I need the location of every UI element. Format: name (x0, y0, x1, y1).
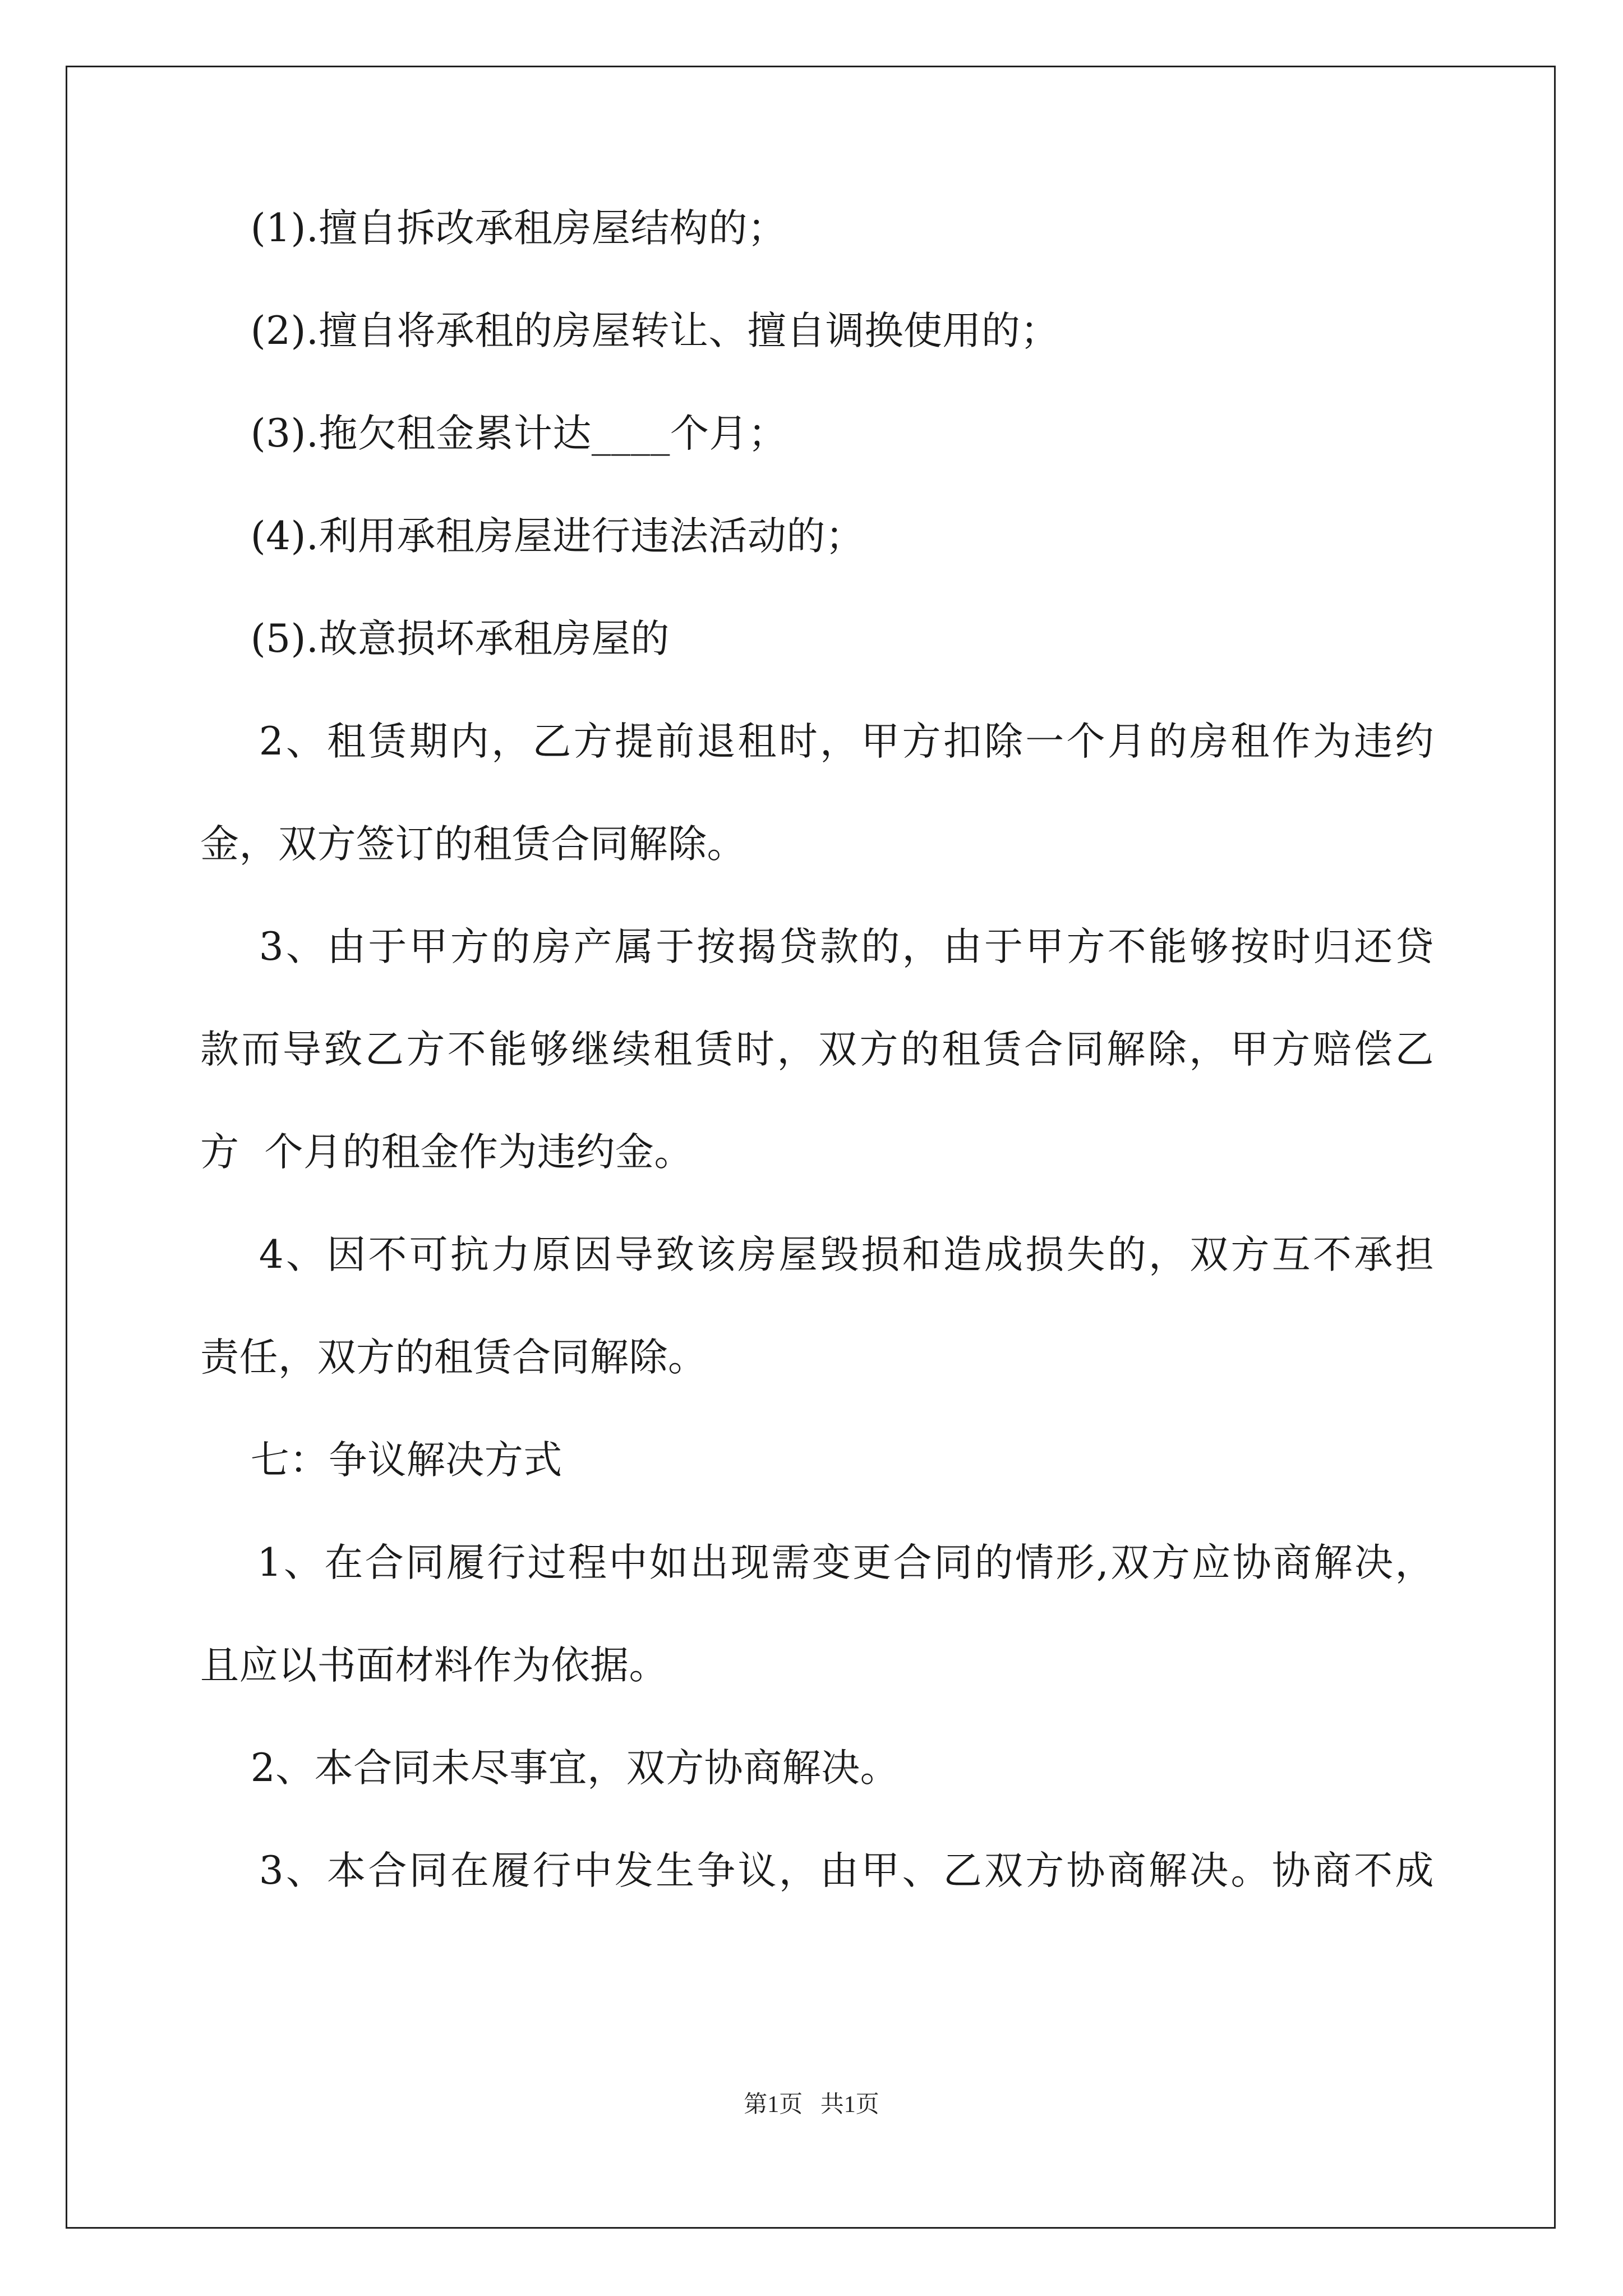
text-line: 款而导致乙方不能够继续租赁时，双方的租赁合同解除，甲方赔偿乙 (200, 1027, 1434, 1072)
text-line: 3、由于甲方的房产属于按揭贷款的，由于甲方不能够按时归还贷 (200, 924, 1434, 969)
text-line: (3).拖欠租金累计达____个月； (200, 411, 787, 456)
text-line: 1、在合同履行过程中如出现需变更合同的情形,双方应协商解决， (200, 1540, 1434, 1585)
page-number: 第1页 共1页 (744, 2092, 879, 2118)
text-line: 金，双方签订的租赁合同解除。 (200, 822, 746, 867)
text-line: 责任，双方的租赁合同解除。 (200, 1335, 707, 1380)
text-line: (5).故意损坏承租房屋的 (200, 616, 670, 661)
text-line: (1).擅自拆改承租房屋结构的； (200, 206, 787, 251)
text-line: 4、因不可抗力原因导致该房屋毁损和造成损失的，双方互不承担 (200, 1232, 1434, 1277)
section-heading: 七：争议解决方式 (200, 1438, 562, 1483)
text-line: 2、租赁期内，乙方提前退租时，甲方扣除一个月的房租作为违约 (200, 719, 1434, 764)
text-line: 且应以书面材料作为依据。 (200, 1643, 668, 1688)
text-line: (4).利用承租房屋进行违法活动的； (200, 514, 865, 559)
text-line: 方 个月的租金作为违约金。 (200, 1130, 693, 1175)
text-line: (2).擅自将承租的房屋转让、擅自调换使用的； (200, 309, 1059, 353)
text-line: 3、本合同在履行中发生争议，由甲、乙双方协商解决。协商不成 (200, 1848, 1434, 1893)
text-line: 2、本合同未尽事宜，双方协商解决。 (200, 1746, 900, 1791)
